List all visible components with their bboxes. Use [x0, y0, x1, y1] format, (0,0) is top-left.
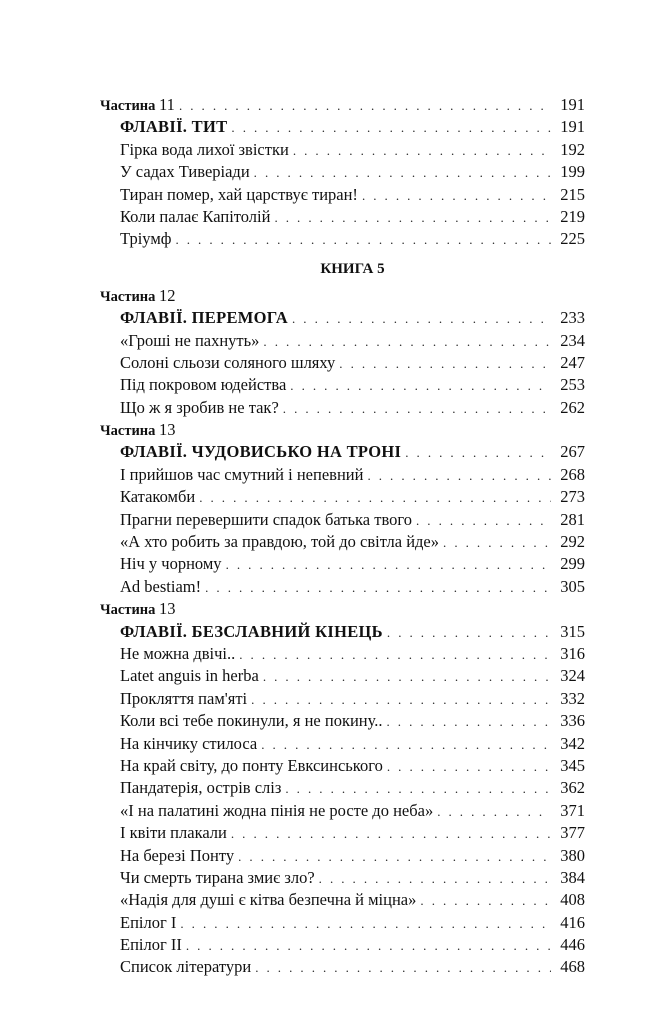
- dot-leader: [254, 162, 551, 184]
- page-number: 380: [560, 845, 585, 865]
- dot-leader: [362, 185, 551, 207]
- entry-title: Ad bestiam!: [120, 576, 202, 596]
- toc-entry-row: [100, 486, 585, 508]
- part-word: Частина: [100, 423, 156, 440]
- toc-entry-row: [100, 710, 585, 732]
- entry-title: «І на палатині жодна пінія не росте до неба»: [120, 800, 434, 820]
- toc-entry-row: [100, 956, 585, 978]
- page-number: 336: [560, 711, 585, 731]
- dot-leader: [274, 207, 551, 229]
- entry-title: Катакомби: [120, 487, 196, 507]
- toc-entry-row: [100, 576, 585, 598]
- dot-leader: [261, 734, 551, 756]
- section-title: ФЛАВІЇ. ПЕРЕМОГА: [120, 308, 288, 328]
- page-number: 377: [560, 823, 585, 843]
- part-word: Частина: [100, 602, 156, 619]
- page-number: 268: [560, 464, 585, 484]
- part-label: [100, 419, 176, 442]
- entry-title: Прагни перевершити спадок батька твого: [120, 509, 412, 529]
- toc-section-row: [100, 307, 585, 329]
- part-label: [100, 285, 176, 308]
- entry-title: Коли палає Капітолій: [120, 206, 271, 226]
- dot-leader: [319, 868, 551, 890]
- dot-leader: [285, 778, 551, 800]
- toc-entry-row: [100, 733, 585, 755]
- entry-title: «Гроші не пахнуть»: [120, 330, 260, 350]
- dot-leader: [179, 95, 551, 117]
- toc-entry-row: [100, 867, 585, 889]
- toc-entry-row: [100, 665, 585, 687]
- entry-title: І квіти плакали: [120, 823, 227, 843]
- entry-title: Latet anguis in herba: [120, 666, 259, 686]
- page-number: 416: [560, 912, 585, 932]
- book-heading: КНИГА 5: [320, 260, 385, 277]
- part-number: 13: [159, 420, 176, 440]
- section-title: ФЛАВІЇ. БЕЗСЛАВНИЙ КІНЕЦЬ: [120, 621, 383, 641]
- entry-title: Що ж я зробив не так?: [120, 397, 279, 417]
- entry-title: Епілог ІІ: [120, 935, 182, 955]
- toc-entry-row: [100, 845, 585, 867]
- page-number: 362: [560, 778, 585, 798]
- toc-part-row: [100, 419, 585, 441]
- dot-leader: [339, 353, 551, 375]
- toc-entry-row: [100, 464, 585, 486]
- section-title: ФЛАВІЇ. ЧУДОВИСЬКО НА ТРОНІ: [120, 442, 402, 462]
- page-number: 199: [560, 162, 585, 182]
- toc-entry-row: [100, 374, 585, 396]
- dot-leader: [239, 644, 551, 666]
- page-number: 253: [560, 375, 585, 395]
- entry-title: «Надія для душі є кітва безпечна й міцна»: [120, 890, 417, 910]
- dot-leader: [283, 398, 551, 420]
- page-number: 305: [560, 576, 585, 596]
- dot-leader: [420, 890, 551, 912]
- page-number: 192: [560, 139, 585, 159]
- dot-leader: [226, 554, 551, 576]
- page-number: 345: [560, 755, 585, 775]
- dot-leader: [238, 846, 551, 868]
- entry-title: На край світу, до понту Евксинського: [120, 755, 383, 775]
- toc-entry-row: [100, 822, 585, 844]
- dot-leader: [175, 229, 551, 251]
- toc-entry-row: [100, 206, 585, 228]
- dot-leader: [387, 756, 551, 778]
- part-number: 12: [159, 285, 176, 305]
- dot-leader: [231, 823, 551, 845]
- page-number: 191: [560, 117, 585, 137]
- page-number: 234: [560, 330, 585, 350]
- toc-entry-row: [100, 161, 585, 183]
- entry-title: Не можна двічі..: [120, 643, 236, 663]
- dot-leader: [186, 935, 551, 957]
- toc-part-row: [100, 285, 585, 307]
- toc-part-row: [100, 598, 585, 620]
- toc-entry-row: [100, 800, 585, 822]
- toc-section-row: [100, 116, 585, 138]
- entry-title: У садах Тиверіади: [120, 162, 250, 182]
- page-number: 215: [560, 184, 585, 204]
- page-number: 371: [560, 800, 585, 820]
- entry-title: Гірка вода лихої звістки: [120, 139, 289, 159]
- section-title: ФЛАВІЇ. ТИТ: [120, 117, 228, 137]
- toc-section-row: [100, 441, 585, 463]
- page-number: 316: [560, 643, 585, 663]
- entry-title: На березі Понту: [120, 845, 235, 865]
- table-of-contents: [100, 94, 585, 979]
- dot-leader: [292, 308, 551, 330]
- dot-leader: [205, 577, 551, 599]
- toc-entry-row: [100, 688, 585, 710]
- toc-part-row: [100, 94, 585, 116]
- toc-entry-row: [100, 531, 585, 553]
- entry-title: Коли всі тебе покинули, я не покину..: [120, 711, 383, 731]
- page-number: 292: [560, 532, 585, 552]
- dot-leader: [290, 375, 551, 397]
- page-number: 191: [560, 95, 585, 114]
- entry-title: Епілог І: [120, 912, 177, 932]
- entry-title: Список літератури: [120, 957, 252, 977]
- page-number: 273: [560, 487, 585, 507]
- dot-leader: [251, 689, 551, 711]
- part-number: 13: [159, 599, 176, 619]
- entry-title: Тріумф: [120, 229, 172, 249]
- dot-leader: [180, 913, 551, 935]
- page-number: 247: [560, 352, 585, 372]
- page-number: 384: [560, 867, 585, 887]
- entry-title: І прийшов час смутний і непевний: [120, 464, 364, 484]
- page-number: 262: [560, 397, 585, 417]
- dot-leader: [443, 532, 551, 554]
- toc-entry-row: [100, 553, 585, 575]
- toc-entry-row: [100, 777, 585, 799]
- page-number: 408: [560, 890, 585, 910]
- page-number: 267: [560, 442, 585, 462]
- dot-leader: [263, 666, 551, 688]
- part-number: 11: [159, 95, 175, 114]
- dot-leader: [387, 622, 551, 644]
- page-number: 468: [560, 957, 585, 977]
- page-number: 281: [560, 509, 585, 529]
- dot-leader: [199, 487, 551, 509]
- page-number: 299: [560, 554, 585, 574]
- page-number: 233: [560, 308, 585, 328]
- entry-title: Пандатерія, острів сліз: [120, 778, 282, 798]
- part-word: Частина: [100, 98, 156, 114]
- entry-title: Чи смерть тирана змиє зло?: [120, 867, 315, 887]
- entry-title: Під покровом юдейства: [120, 375, 287, 395]
- toc-entry-row: [100, 912, 585, 934]
- dot-leader: [405, 442, 551, 464]
- toc-entry-row: [100, 755, 585, 777]
- dot-leader: [387, 711, 552, 733]
- part-label: [100, 598, 176, 621]
- toc-entry-row: [100, 397, 585, 419]
- toc-section-row: [100, 621, 585, 643]
- entry-title: Тиран помер, хай царствує тиран!: [120, 184, 358, 204]
- page-number: 446: [560, 935, 585, 955]
- toc-entry-row: [100, 184, 585, 206]
- toc-entry-row: [100, 352, 585, 374]
- toc-entry-row: [100, 934, 585, 956]
- entry-title: Солоні сльози соляного шляху: [120, 352, 336, 372]
- dot-leader: [367, 465, 551, 487]
- dot-leader: [255, 957, 551, 979]
- dot-leader: [231, 117, 551, 139]
- page-number: 324: [560, 666, 585, 686]
- page-number: 219: [560, 206, 585, 226]
- toc-entry-row: [100, 228, 585, 250]
- toc-entry-row: [100, 509, 585, 531]
- dot-leader: [293, 140, 551, 162]
- toc-entry-row: [100, 889, 585, 911]
- page-number: 225: [560, 229, 585, 249]
- part-word: Частина: [100, 288, 156, 305]
- toc-entry-row: [100, 139, 585, 161]
- page-number: 315: [560, 621, 585, 641]
- toc-entry-row: [100, 643, 585, 665]
- entry-title: На кінчику стилоса: [120, 733, 258, 753]
- entry-title: Прокляття пам'яті: [120, 688, 248, 708]
- part-label: [100, 94, 175, 117]
- entry-title: Ніч у чорному: [120, 554, 222, 574]
- toc-entry-row: [100, 330, 585, 352]
- dot-leader: [437, 801, 551, 823]
- dot-leader: [416, 510, 551, 532]
- entry-title: «А хто робить за правдою, той до світла йде»: [120, 532, 440, 552]
- dot-leader: [263, 331, 551, 353]
- page-number: 332: [560, 688, 585, 708]
- page-number: 342: [560, 733, 585, 753]
